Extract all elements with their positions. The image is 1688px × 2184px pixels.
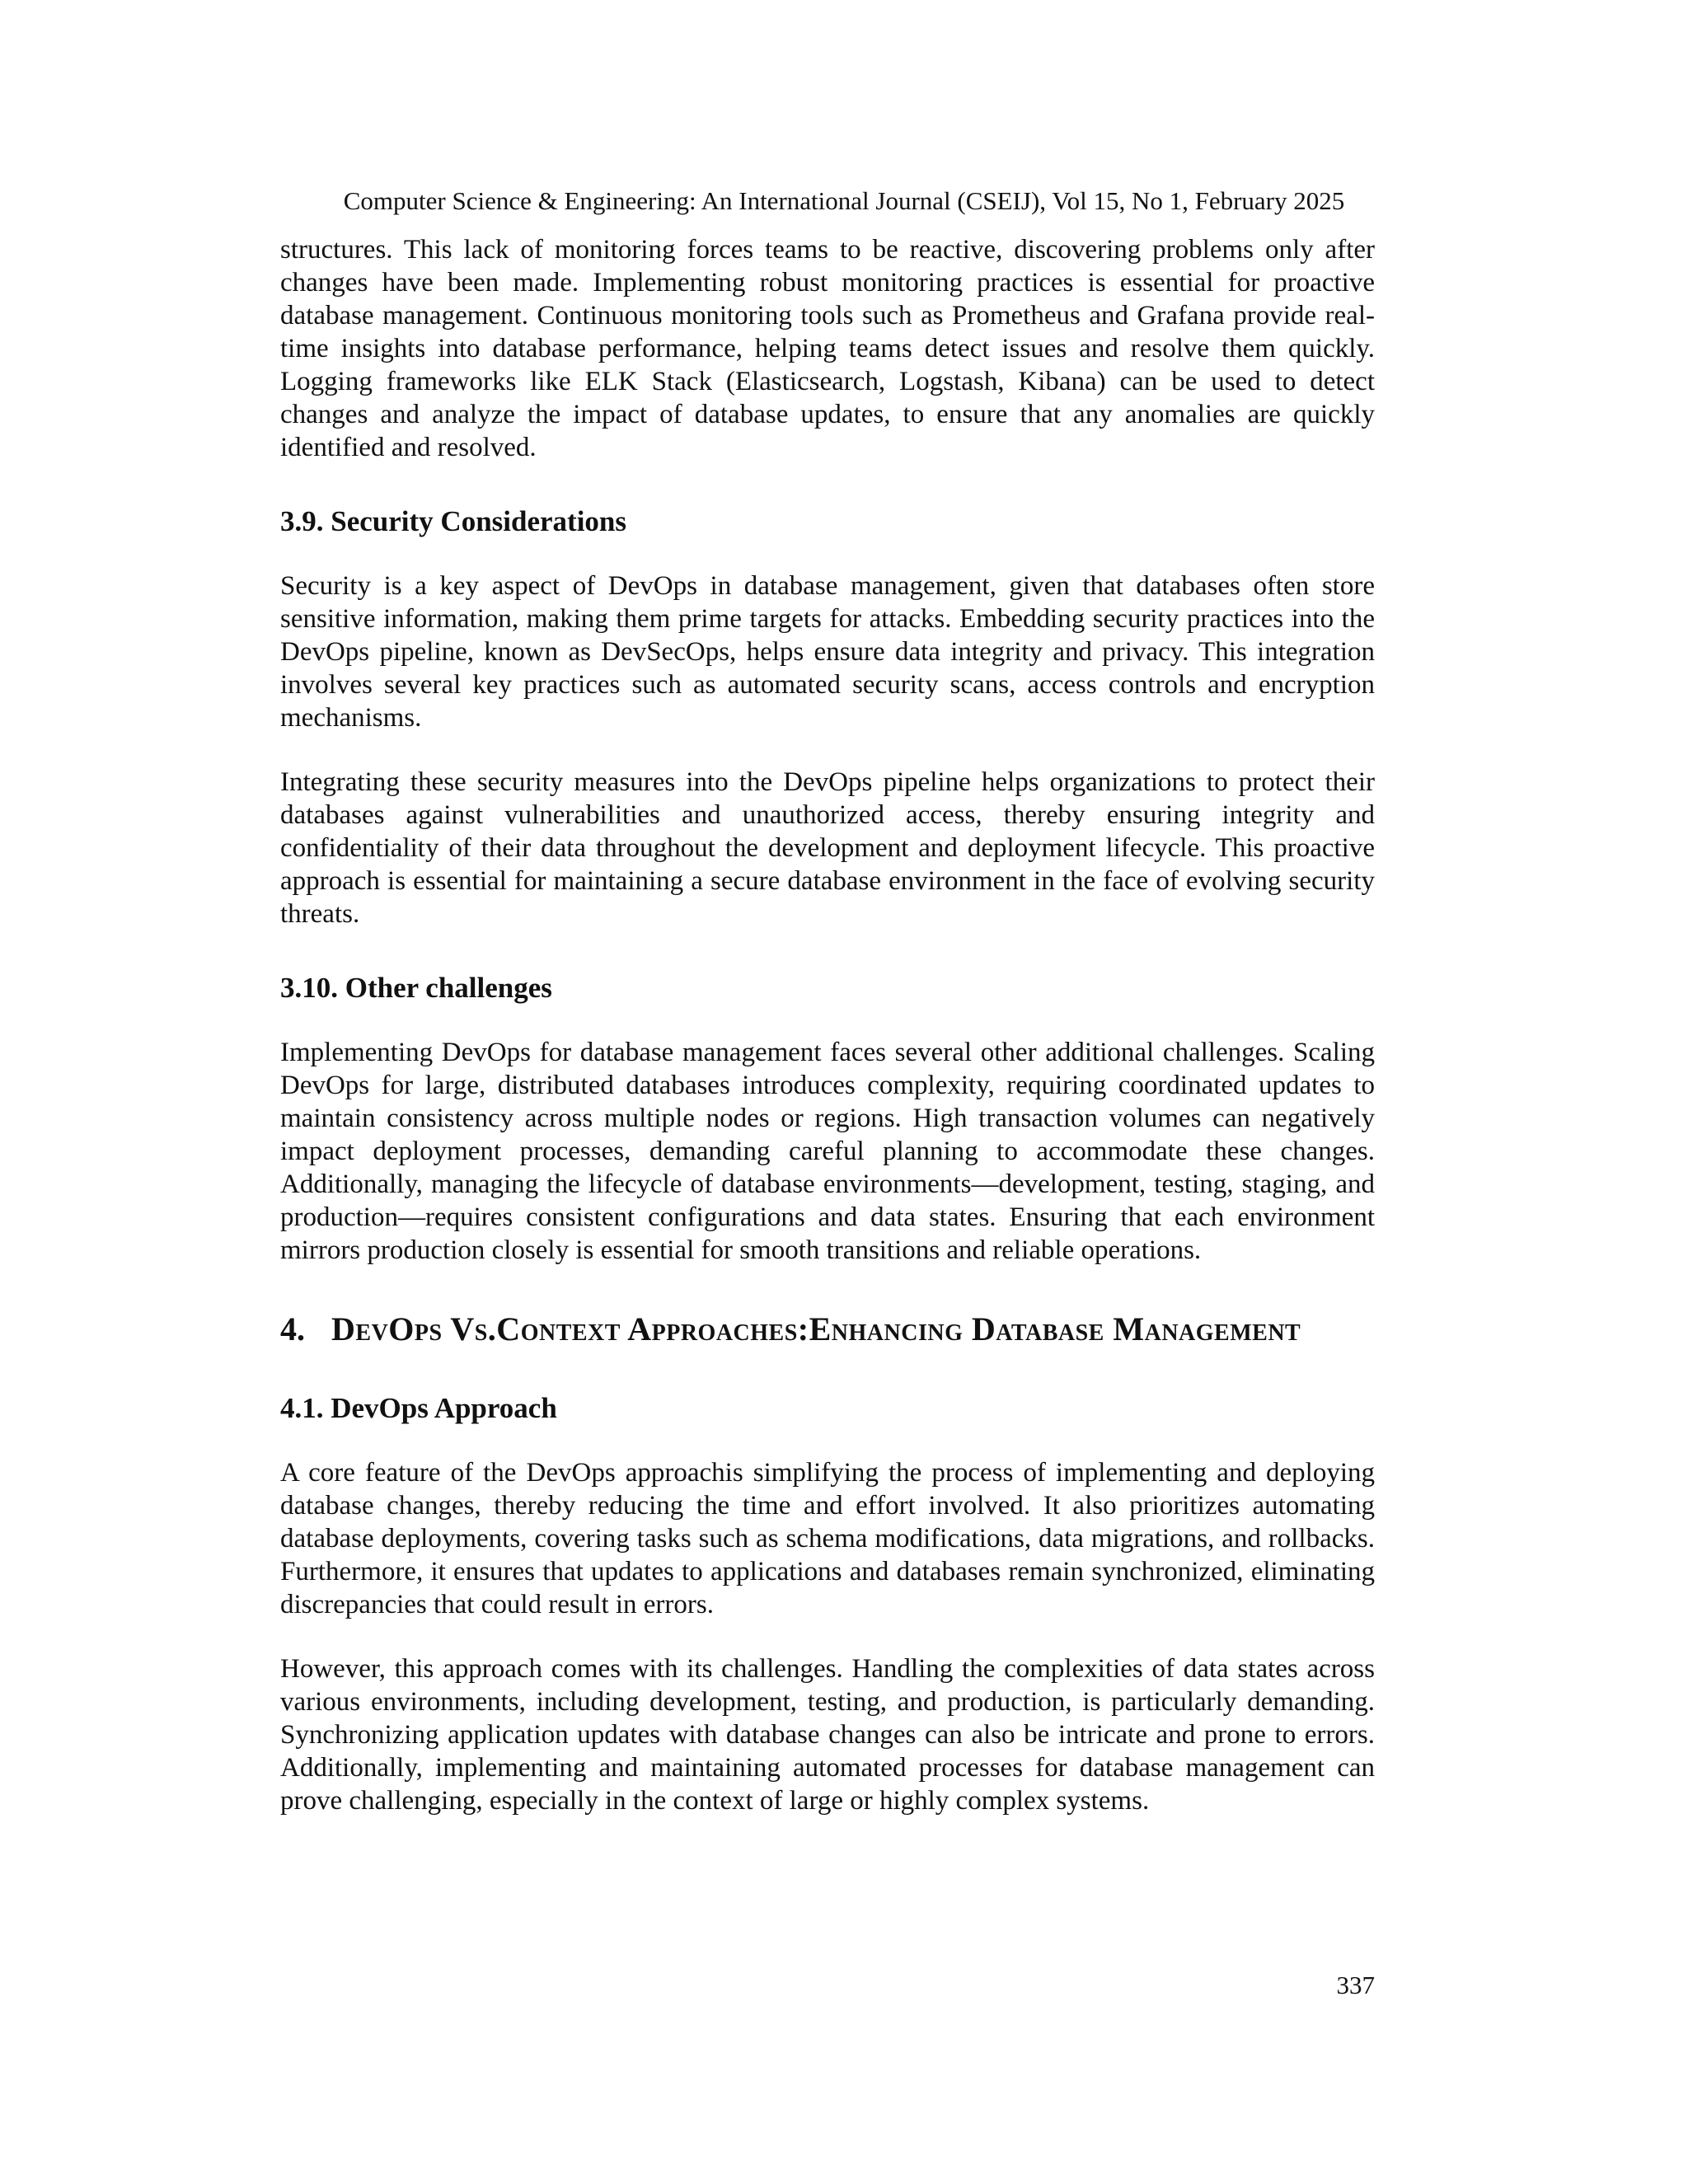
section-3-9-paragraph-1: Security is a key aspect of DevOps in database management, given that databases often store sensitive information, making them prime targets for attacks. Embedding security practices into the DevOps pipeline, known as DevSecOps, helps ensure data integrity and privacy. This integration involves several key practices such as automated security scans, access controls and encryption mechanisms. (280, 571, 1375, 733)
section-3-10-paragraph-1: Implementing DevOps for database management faces several other additional challenges. Scaling DevOps for large, distributed databases introduces complexity, requiring coordinated updates to maintain consistency across multiple nodes or regions. High transaction volumes can negatively impact deployment processes, demanding careful planning to accommodate these changes. Additionally, managing the lifecycle of database environments—development, testing, staging, and production—requires consistent configurations and data states. Ensuring that each environment mirrors production closely is essential for smooth transitions and reliable operations. (280, 1038, 1375, 1265)
section-3-9-paragraph-2: Integrating these security measures into the DevOps pipeline helps organizations to protect their databases against vulnerabilities and unauthorized access, thereby ensuring integrity and confidentiality of their data throughout the development and deployment lifecycle. This proactive approach is essential for maintaining a secure database environment in the face of evolving security threats. (280, 767, 1375, 929)
section-3-10-heading: 3.10. Other challenges (280, 972, 552, 1004)
section-4-heading (280, 1308, 1375, 1351)
intro-paragraph: structures. This lack of monitoring forces teams to be reactive, discovering problems only after changes have been made. Implementing robust monitoring practices is essential for proactive database management. Continuous monitoring tools such as Prometheus and Grafana provide real-time insights into database performance, helping teams detect issues and resolve them quickly. Logging frameworks like ELK Stack (Elasticsearch, Logstash, Kibana) can be used to detect changes and analyze the impact of database updates, to ensure that any anomalies are quickly identified and resolved. (280, 235, 1375, 462)
page-number: 337 (1336, 1971, 1375, 1999)
section-4-1-heading: 4.1. DevOps Approach (280, 1392, 557, 1424)
section-4-1-paragraph-2: However, this approach comes with its challenges. Handling the complexities of data states across various environments, including development, testing, and production, is particularly demanding. Synchronizing application updates with database changes can also be intricate and prone to errors. Additionally, implementing and maintaining automated processes for database management can prove challenging, especially in the context of large or highly complex systems. (280, 1654, 1375, 1816)
section-3-9-heading: 3.9. Security Considerations (280, 505, 626, 537)
section-4-title: DevOps Vs.Context Approaches:Enhancing Database Management (331, 1310, 1301, 1347)
section-4-number: 4. (280, 1310, 305, 1347)
running-header: Computer Science & Engineering: An International Journal (CSEIJ), Vol 15, No 1, February 2025 (343, 186, 1345, 215)
page-content (280, 233, 1375, 1817)
section-4-1-paragraph-1: A core feature of the DevOps approachis simplifying the process of implementing and deploying database changes, thereby reducing the time and effort involved. It also prioritizes automating database deployments, covering tasks such as schema modifications, data migrations, and rollbacks. Furthermore, it ensures that updates to applications and databases remain synchronized, eliminating discrepancies that could result in errors. (280, 1458, 1375, 1619)
